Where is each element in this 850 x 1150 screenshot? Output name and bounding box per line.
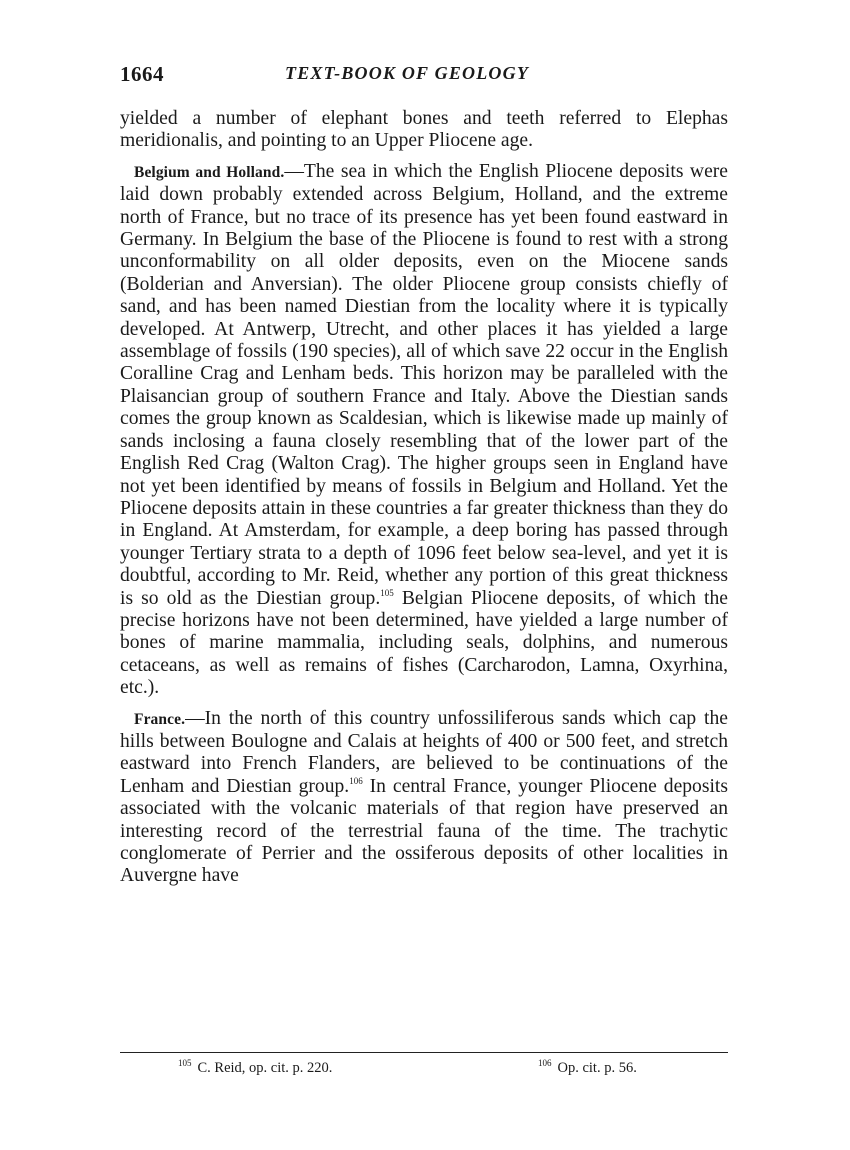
paragraph-text: —The sea in which the English Pliocene deposits were laid down probably extended across Belgium, Holland, and the extreme north of France, but no trace of its presence has yet been found eastward in Germany. In Belgium the base of the Pliocene is found to rest with a strong unconformability on all older deposits, even on the Miocene sands (Bolderian and Anversian). The older Pliocene group consists chiefly of sand, and has been named Diestian from the locality where it is typically developed. At Antwerp, Utrecht, and other places it has yielded a large assemblage of fossils (190 species), all of which save 22 occur in the English Coralline Crag and Lenham beds. This horizon may be paralleled with the Plaisancian group of southern France and Italy. Above the Diestian sands comes the group known as Scaldesian, which is likewise made up mainly of sands inclosing a fauna closely resembling that of the lower part of the English Red Crag (Walton Crag). The higher groups seen in England have not yet been identified by means of fossils in Belgium and Holland. Yet the Pliocene deposits attain in these countries a far greater thickness than they do in England. At Amsterdam, for example, a deep boring has passed through younger Tertiary strata to a depth of 1096 feet below sea-level, and yet it is doubtful, according to Mr. Reid, whether any portion of this great thickness is so old as the Diestian group.	[120, 160, 728, 609]
body-text	[120, 108, 728, 888]
footnote-number: 105	[178, 1058, 192, 1068]
page-number: 1664	[120, 62, 164, 86]
paragraph-text: In central France, younger Pliocene deposits associated with the volcanic materials of that region have preserved an interesting record of the terrestrial fauna of the time. The trachytic conglomerate of Perrier and the ossiferous deposits of other localities in Auvergne have	[120, 775, 728, 887]
footnote-number: 106	[538, 1058, 552, 1068]
footnote-text: C. Reid, op. cit. p. 220.	[197, 1060, 333, 1076]
footnote-reference: 106	[349, 775, 363, 786]
paragraph-france	[120, 708, 728, 888]
section-heading-france: France.	[134, 710, 186, 728]
footnotes	[120, 1060, 728, 1086]
footnote	[178, 1060, 332, 1077]
page-header	[120, 62, 728, 90]
footnote-reference: 105	[380, 587, 394, 598]
footnote	[538, 1060, 637, 1077]
paragraph	[120, 108, 728, 153]
paragraph-text: Belgian Pliocene deposits, of which the precise horizons have not been determined, have yielded a large number of bones of marine mammalia, including seals, dolphins, and numerous cetaceans, as well as remains of fishes (Carcharodon, Lamna, Oxyrhina, etc.).	[120, 587, 728, 699]
footnote-divider	[120, 1052, 728, 1053]
paragraph-belgium-holland	[120, 161, 728, 700]
paragraph-text: yielded a number of elephant bones and teeth referred to Elephas meridionalis, and pointing to an Upper Pliocene age.	[120, 108, 728, 152]
paragraph-text: —In the north of this country unfossiliferous sands which cap the hills between Boulogne and Calais at heights of 400 or 500 feet, and stretch eastward into French Flanders, are believed to be continuations of the Lenham and Diestian group.	[120, 707, 728, 797]
footnote-text: Op. cit. p. 56.	[557, 1060, 637, 1076]
running-title: TEXT-BOOK OF GEOLOGY	[285, 63, 530, 83]
section-heading-belgium-holland: Belgium and Holland.	[134, 163, 285, 181]
